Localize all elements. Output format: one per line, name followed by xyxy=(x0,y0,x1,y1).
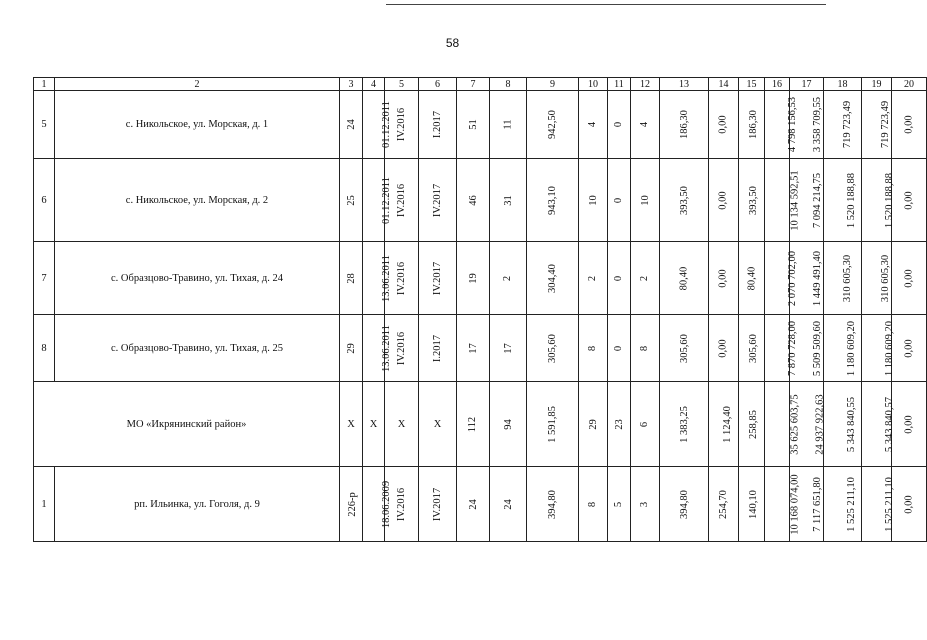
table-cell xyxy=(709,382,739,467)
table-cell xyxy=(457,91,490,159)
table-cell xyxy=(631,467,660,542)
table-cell xyxy=(892,242,927,315)
table-header-row xyxy=(34,78,927,91)
cell-value: 1 180 609,20 xyxy=(846,320,858,376)
column-header: 7 xyxy=(457,78,490,91)
cell-value: 46 xyxy=(467,194,479,206)
cell-value: IV.2016 xyxy=(396,487,408,521)
address-cell: с. Образцово-Травино, ул. Тихая, д. 24 xyxy=(55,242,340,315)
table-row xyxy=(34,315,927,382)
cell-value: 94 xyxy=(502,418,514,430)
column-header: 17 xyxy=(790,78,824,91)
cell-value: 0 xyxy=(613,275,625,281)
row-index: 1 xyxy=(34,467,55,542)
cell-value: I.2017 xyxy=(432,334,443,362)
table-row xyxy=(34,159,927,242)
table-cell xyxy=(739,159,765,242)
cell-value: 310 605,30 xyxy=(880,254,892,302)
table-cell xyxy=(340,242,363,315)
cell-value: 80,40 xyxy=(678,266,690,290)
table-cell xyxy=(765,91,799,159)
table-cell xyxy=(631,382,660,467)
cell-value: 394,80 xyxy=(678,489,690,519)
cell-value: 0,00 xyxy=(903,268,915,288)
cell-value: 0 xyxy=(613,197,625,203)
table-cell xyxy=(419,159,457,242)
row-index: 8 xyxy=(34,315,55,382)
table-cell xyxy=(892,467,927,542)
table-cell xyxy=(660,467,709,542)
cell-value: 310 605,30 xyxy=(842,254,854,302)
table-cell xyxy=(765,467,801,542)
table-cell xyxy=(709,315,739,382)
cell-value: 11 xyxy=(502,119,514,130)
table-cell xyxy=(527,242,579,315)
table-cell xyxy=(631,159,660,242)
cell-value: 1 520 188,88 xyxy=(846,172,858,228)
cell-value: 0,00 xyxy=(903,115,915,134)
table-cell xyxy=(824,91,862,159)
table-cell xyxy=(824,159,862,242)
table-row xyxy=(34,382,927,467)
cell-value: 0,00 xyxy=(903,338,915,358)
table-cell xyxy=(608,315,631,382)
table-cell xyxy=(631,315,660,382)
table-cell: Х xyxy=(419,382,457,467)
cell-value: IV.2016 xyxy=(396,107,408,142)
region-label: МО «Икрянинский район» xyxy=(34,382,340,467)
table-cell xyxy=(739,242,765,315)
cell-value: 2 xyxy=(587,275,599,281)
cell-value: 0,00 xyxy=(718,190,729,210)
cell-value: 1 591,85 xyxy=(547,405,558,443)
table-cell xyxy=(490,159,527,242)
table-cell xyxy=(824,315,862,382)
table-cell xyxy=(363,467,393,542)
table-cell xyxy=(862,467,895,542)
cell-value: 31 xyxy=(502,194,514,206)
table-cell xyxy=(824,382,862,467)
column-header: 11 xyxy=(608,78,631,91)
table-cell xyxy=(765,382,801,467)
table-cell xyxy=(579,159,608,242)
table-cell xyxy=(631,91,660,159)
column-header: 3 xyxy=(340,78,363,91)
table-cell xyxy=(579,467,608,542)
column-header: 18 xyxy=(824,78,862,91)
table-row xyxy=(34,91,927,159)
table-cell xyxy=(340,467,363,542)
cell-value: 18.06.2009 xyxy=(381,480,393,528)
table-cell xyxy=(892,315,927,382)
column-header: 15 xyxy=(739,78,765,91)
cell-value: 1 124,40 xyxy=(721,405,733,443)
table-cell xyxy=(739,382,765,467)
column-header: 12 xyxy=(631,78,660,91)
cell-value: 10 xyxy=(639,194,651,206)
cell-value: 4 xyxy=(587,121,599,128)
cell-value: 394,80 xyxy=(547,489,558,519)
column-header: 8 xyxy=(490,78,527,91)
cell-value: 1 449 491,40 xyxy=(812,250,824,306)
cell-value: 10 xyxy=(587,194,599,206)
cell-value: 1 520 188,88 xyxy=(884,172,896,228)
table-cell xyxy=(419,467,457,542)
cell-value: 5 509 509,60 xyxy=(812,320,824,376)
cell-value: 0,00 xyxy=(903,190,915,210)
cell-value: 5 343 840,55 xyxy=(846,396,858,452)
table-cell xyxy=(862,315,896,382)
cell-value: 6 xyxy=(639,421,651,427)
table-cell xyxy=(457,315,490,382)
table-cell xyxy=(739,315,765,382)
table-cell xyxy=(608,467,631,542)
cell-value: 305,60 xyxy=(747,333,759,363)
table-cell xyxy=(739,467,765,542)
cell-value: 7 870 728,00 xyxy=(787,320,799,376)
table-row xyxy=(34,242,927,315)
top-rule xyxy=(386,4,826,5)
row-index: 5 xyxy=(34,91,55,159)
cell-value: 0 xyxy=(613,121,625,128)
table-cell xyxy=(527,91,579,159)
cell-value: IV.2017 xyxy=(431,183,443,217)
table-cell xyxy=(660,91,709,159)
cell-value: 0,00 xyxy=(903,494,915,514)
cell-value: 719 723,49 xyxy=(880,100,892,149)
table-cell xyxy=(527,467,579,542)
cell-value: 112 xyxy=(467,416,479,432)
cell-value: 13.06.2011 xyxy=(380,254,392,302)
table-cell xyxy=(457,159,490,242)
cell-value: I.2017 xyxy=(432,110,443,139)
table-cell xyxy=(631,242,660,315)
column-header: 9 xyxy=(527,78,579,91)
table-cell xyxy=(490,242,527,315)
cell-value: 19 xyxy=(467,272,479,284)
page-number: 58 xyxy=(445,36,460,50)
cell-value: 17 xyxy=(467,342,479,354)
data-table xyxy=(33,77,927,542)
cell-value: 942,50 xyxy=(547,110,558,139)
table-cell xyxy=(892,91,927,159)
table-cell xyxy=(527,382,579,467)
cell-value: 226-р xyxy=(346,491,358,517)
cell-value: 01.12.2011 xyxy=(380,101,392,148)
column-header: 2 xyxy=(55,78,340,91)
cell-value: 4 xyxy=(639,121,651,128)
cell-value: 10 134 592,51 xyxy=(789,169,801,231)
cell-value: 13.06.2011 xyxy=(380,324,392,372)
cell-value: 8 xyxy=(639,345,651,351)
cell-value: 24 xyxy=(502,498,514,510)
table-cell xyxy=(824,242,862,315)
table-cell xyxy=(892,159,927,242)
table-cell xyxy=(363,315,392,382)
table-cell xyxy=(363,242,392,315)
table-cell xyxy=(457,467,490,542)
cell-value: 5 343 840,57 xyxy=(884,396,896,452)
table-cell xyxy=(824,467,862,542)
table-cell xyxy=(579,382,608,467)
cell-value: IV.2016 xyxy=(396,331,408,365)
column-header: 19 xyxy=(862,78,892,91)
column-header: 14 xyxy=(709,78,739,91)
cell-value: 305,60 xyxy=(678,333,690,363)
cell-value: 186,30 xyxy=(678,110,690,139)
table-cell xyxy=(709,91,739,159)
table-cell xyxy=(892,382,927,467)
table-cell xyxy=(363,159,392,242)
table-cell xyxy=(490,382,527,467)
table-cell xyxy=(765,315,799,382)
column-header: 6 xyxy=(419,78,457,91)
cell-value: 3 358 709,55 xyxy=(812,96,824,153)
cell-value: 3 xyxy=(639,501,651,507)
table-cell xyxy=(579,242,608,315)
row-index: 6 xyxy=(34,159,55,242)
cell-value: 35 625 603,75 xyxy=(789,393,801,455)
cell-value: 24 937 922,63 xyxy=(814,393,826,455)
table-cell: Х xyxy=(363,382,385,467)
cell-value: 719 723,49 xyxy=(842,100,854,149)
cell-value: 29 xyxy=(587,418,599,430)
address-cell: рп. Ильинка, ул. Гоголя, д. 9 xyxy=(55,467,340,542)
cell-value: 5 xyxy=(613,501,625,507)
cell-value: 10 168 074,00 xyxy=(789,473,801,535)
cell-value: 8 xyxy=(587,501,599,507)
cell-value: 140,10 xyxy=(747,489,759,519)
table-cell xyxy=(527,159,579,242)
row-index: 7 xyxy=(34,242,55,315)
table-cell xyxy=(608,159,631,242)
cell-value: IV.2017 xyxy=(431,261,443,295)
table-cell xyxy=(490,315,527,382)
column-header: 5 xyxy=(385,78,419,91)
cell-value: 0,00 xyxy=(903,414,915,434)
table-cell xyxy=(660,382,709,467)
cell-value: 1 383,25 xyxy=(678,405,690,443)
cell-value: 2 xyxy=(502,275,514,281)
table-cell xyxy=(457,382,490,467)
table-cell xyxy=(419,242,457,315)
cell-value: 29 xyxy=(345,342,357,354)
table-cell xyxy=(739,91,765,159)
cell-value: IV.2016 xyxy=(396,261,408,295)
cell-value: 2 070 702,00 xyxy=(787,250,799,306)
cell-value: 254,70 xyxy=(718,489,729,519)
table-cell xyxy=(490,467,527,542)
cell-value: 28 xyxy=(345,272,357,284)
table-cell xyxy=(579,91,608,159)
cell-value: 23 xyxy=(613,418,625,430)
cell-value: 0,00 xyxy=(718,268,729,288)
cell-value: 0,00 xyxy=(718,338,729,358)
table-cell xyxy=(608,91,631,159)
column-header: 13 xyxy=(660,78,709,91)
table-cell xyxy=(862,159,896,242)
cell-value: 1 525 211,10 xyxy=(883,476,895,532)
table-cell xyxy=(862,382,896,467)
cell-value: 01.12.2011 xyxy=(380,176,392,224)
table-cell xyxy=(340,159,363,242)
cell-value: 258,85 xyxy=(747,409,759,439)
table-cell xyxy=(457,242,490,315)
column-header: 10 xyxy=(579,78,608,91)
table-cell xyxy=(660,315,709,382)
cell-value: 7 117 651,80 xyxy=(811,476,823,532)
cell-value: IV.2016 xyxy=(396,183,408,217)
cell-value: 0 xyxy=(613,345,625,351)
cell-value: 4 798 156,53 xyxy=(787,96,799,153)
cell-value: 2 xyxy=(639,275,651,281)
table-cell xyxy=(862,242,892,315)
cell-value: 393,50 xyxy=(678,185,690,215)
cell-value: 304,40 xyxy=(547,263,558,293)
cell-value: 80,40 xyxy=(746,266,757,290)
table-cell: Х xyxy=(385,382,419,467)
cell-value: 186,30 xyxy=(747,110,759,139)
address-cell: с. Образцово-Травино, ул. Тихая, д. 25 xyxy=(55,315,340,382)
table-cell: Х xyxy=(340,382,363,467)
table-row xyxy=(34,467,927,542)
table-cell xyxy=(862,91,892,159)
table-cell xyxy=(709,159,739,242)
cell-value: 24 xyxy=(467,498,479,510)
column-header: 4 xyxy=(363,78,385,91)
table-cell xyxy=(419,315,457,382)
table-cell xyxy=(527,315,579,382)
cell-value: 305,60 xyxy=(547,333,558,363)
column-header: 16 xyxy=(765,78,790,91)
cell-value: 1 525 211,10 xyxy=(845,476,857,532)
cell-value: 51 xyxy=(467,119,479,130)
cell-value: 24 xyxy=(345,119,357,130)
table-cell xyxy=(579,315,608,382)
cell-value: 25 xyxy=(345,194,357,206)
cell-value: 7 094 214,75 xyxy=(812,172,824,228)
table-cell xyxy=(340,91,363,159)
table-cell xyxy=(419,91,457,159)
cell-value: 17 xyxy=(502,342,514,354)
cell-value: 943,10 xyxy=(547,185,558,215)
table-cell xyxy=(608,242,631,315)
address-cell: с. Никольское, ул. Морская, д. 2 xyxy=(55,159,340,242)
table-cell xyxy=(765,159,801,242)
table-cell xyxy=(660,159,709,242)
column-header: 1 xyxy=(34,78,55,91)
table-cell xyxy=(709,467,739,542)
cell-value: 8 xyxy=(587,345,599,351)
table-cell xyxy=(709,242,739,315)
table-cell xyxy=(490,91,527,159)
column-header: 20 xyxy=(892,78,927,91)
cell-value: 1 180 609,20 xyxy=(884,320,896,376)
address-cell: с. Никольское, ул. Морская, д. 1 xyxy=(55,91,340,159)
cell-value: 0,00 xyxy=(718,115,729,134)
table-cell xyxy=(765,242,799,315)
table-cell xyxy=(340,315,363,382)
table-cell xyxy=(660,242,709,315)
cell-value: 393,50 xyxy=(747,185,759,215)
table-cell xyxy=(363,91,392,159)
cell-value: IV.2017 xyxy=(431,487,443,521)
table-cell xyxy=(608,382,631,467)
